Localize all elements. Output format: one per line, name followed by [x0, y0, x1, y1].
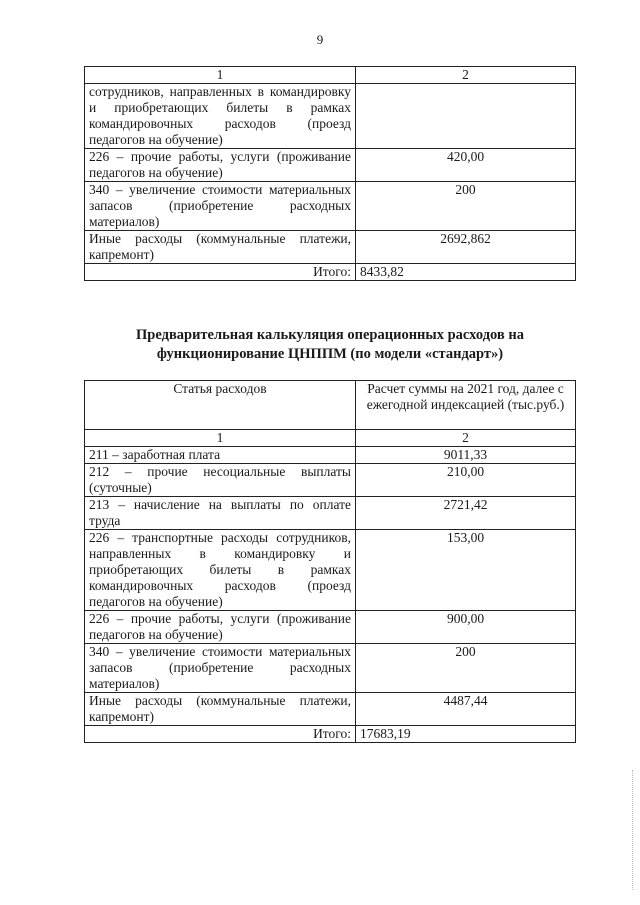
table-header-row	[85, 67, 576, 84]
expense-item-cell: 213 – начисление на выплаты по оплате труда	[85, 497, 356, 530]
amount-cell: 900,00	[356, 611, 576, 644]
amount-cell: 9011,33	[356, 447, 576, 464]
expense-item-cell: 226 – прочие работы, услуги (проживание педагогов на обучение)	[85, 611, 356, 644]
table-row	[85, 447, 576, 464]
expense-item-cell: 226 – прочие работы, услуги (проживание педагогов на обучение)	[85, 149, 356, 182]
table-row	[85, 464, 576, 497]
expense-item-cell: сотрудников, направленных в командировку и приобретающих билеты в рамках командировочных расходов (проезд педагогов на обучение)	[85, 84, 356, 149]
table-row	[85, 693, 576, 726]
expense-item-cell: Иные расходы (коммунальные платежи, капремонт)	[85, 693, 356, 726]
expenses-calculation-table	[84, 380, 576, 743]
total-label: Итого:	[85, 726, 356, 743]
column-title-amount: Расчет суммы на 2021 год, далее с ежегодной индексацией (тыс.руб.)	[356, 381, 576, 430]
total-value: 17683,19	[356, 726, 576, 743]
expense-item-cell: 340 – увеличение стоимости материальных запасов (приобретение расходных материалов)	[85, 182, 356, 231]
total-row	[85, 726, 576, 743]
amount-cell	[356, 84, 576, 149]
table-row	[85, 497, 576, 530]
expense-item-cell: 212 – прочие несоциальные выплаты (суточные)	[85, 464, 356, 497]
expense-item-cell: 211 – заработная плата	[85, 447, 356, 464]
column-number-cell: 1	[85, 67, 356, 84]
table-header-row	[85, 430, 576, 447]
section-heading: Предварительная калькуляция операционных расходов на функционирование ЦНППМ (по модели «стандарт»)	[136, 327, 524, 362]
amount-cell: 200	[356, 644, 576, 693]
expenses-table-continued	[84, 66, 576, 281]
amount-cell: 420,00	[356, 149, 576, 182]
table-row	[85, 611, 576, 644]
column-number-cell: 2	[356, 67, 576, 84]
table-title-row	[85, 381, 576, 430]
amount-cell: 2721,42	[356, 497, 576, 530]
column-title-expense-item: Статья расходов	[85, 381, 356, 430]
table-row	[85, 84, 576, 149]
total-row	[85, 264, 576, 281]
table-row	[85, 530, 576, 611]
amount-cell: 210,00	[356, 464, 576, 497]
expense-item-cell: 340 – увеличение стоимости материальных запасов (приобретение расходных материалов)	[85, 644, 356, 693]
total-label: Итого:	[85, 264, 356, 281]
column-number-cell: 2	[356, 430, 576, 447]
table-row	[85, 149, 576, 182]
amount-cell: 4487,44	[356, 693, 576, 726]
amount-cell: 200	[356, 182, 576, 231]
total-value: 8433,82	[356, 264, 576, 281]
table-row	[85, 231, 576, 264]
amount-cell: 2692,862	[356, 231, 576, 264]
column-number-cell: 1	[85, 430, 356, 447]
page-number: 9	[316, 32, 324, 47]
expense-item-cell: Иные расходы (коммунальные платежи, капремонт)	[85, 231, 356, 264]
scan-margin-mark	[632, 770, 634, 890]
table-row	[85, 644, 576, 693]
amount-cell: 153,00	[356, 530, 576, 611]
table-row	[85, 182, 576, 231]
expense-item-cell: 226 – транспортные расходы сотрудников, направленных в командировку и приобретающих билеты в рамках командировочных расходов (проезд педагогов на обучение)	[85, 530, 356, 611]
